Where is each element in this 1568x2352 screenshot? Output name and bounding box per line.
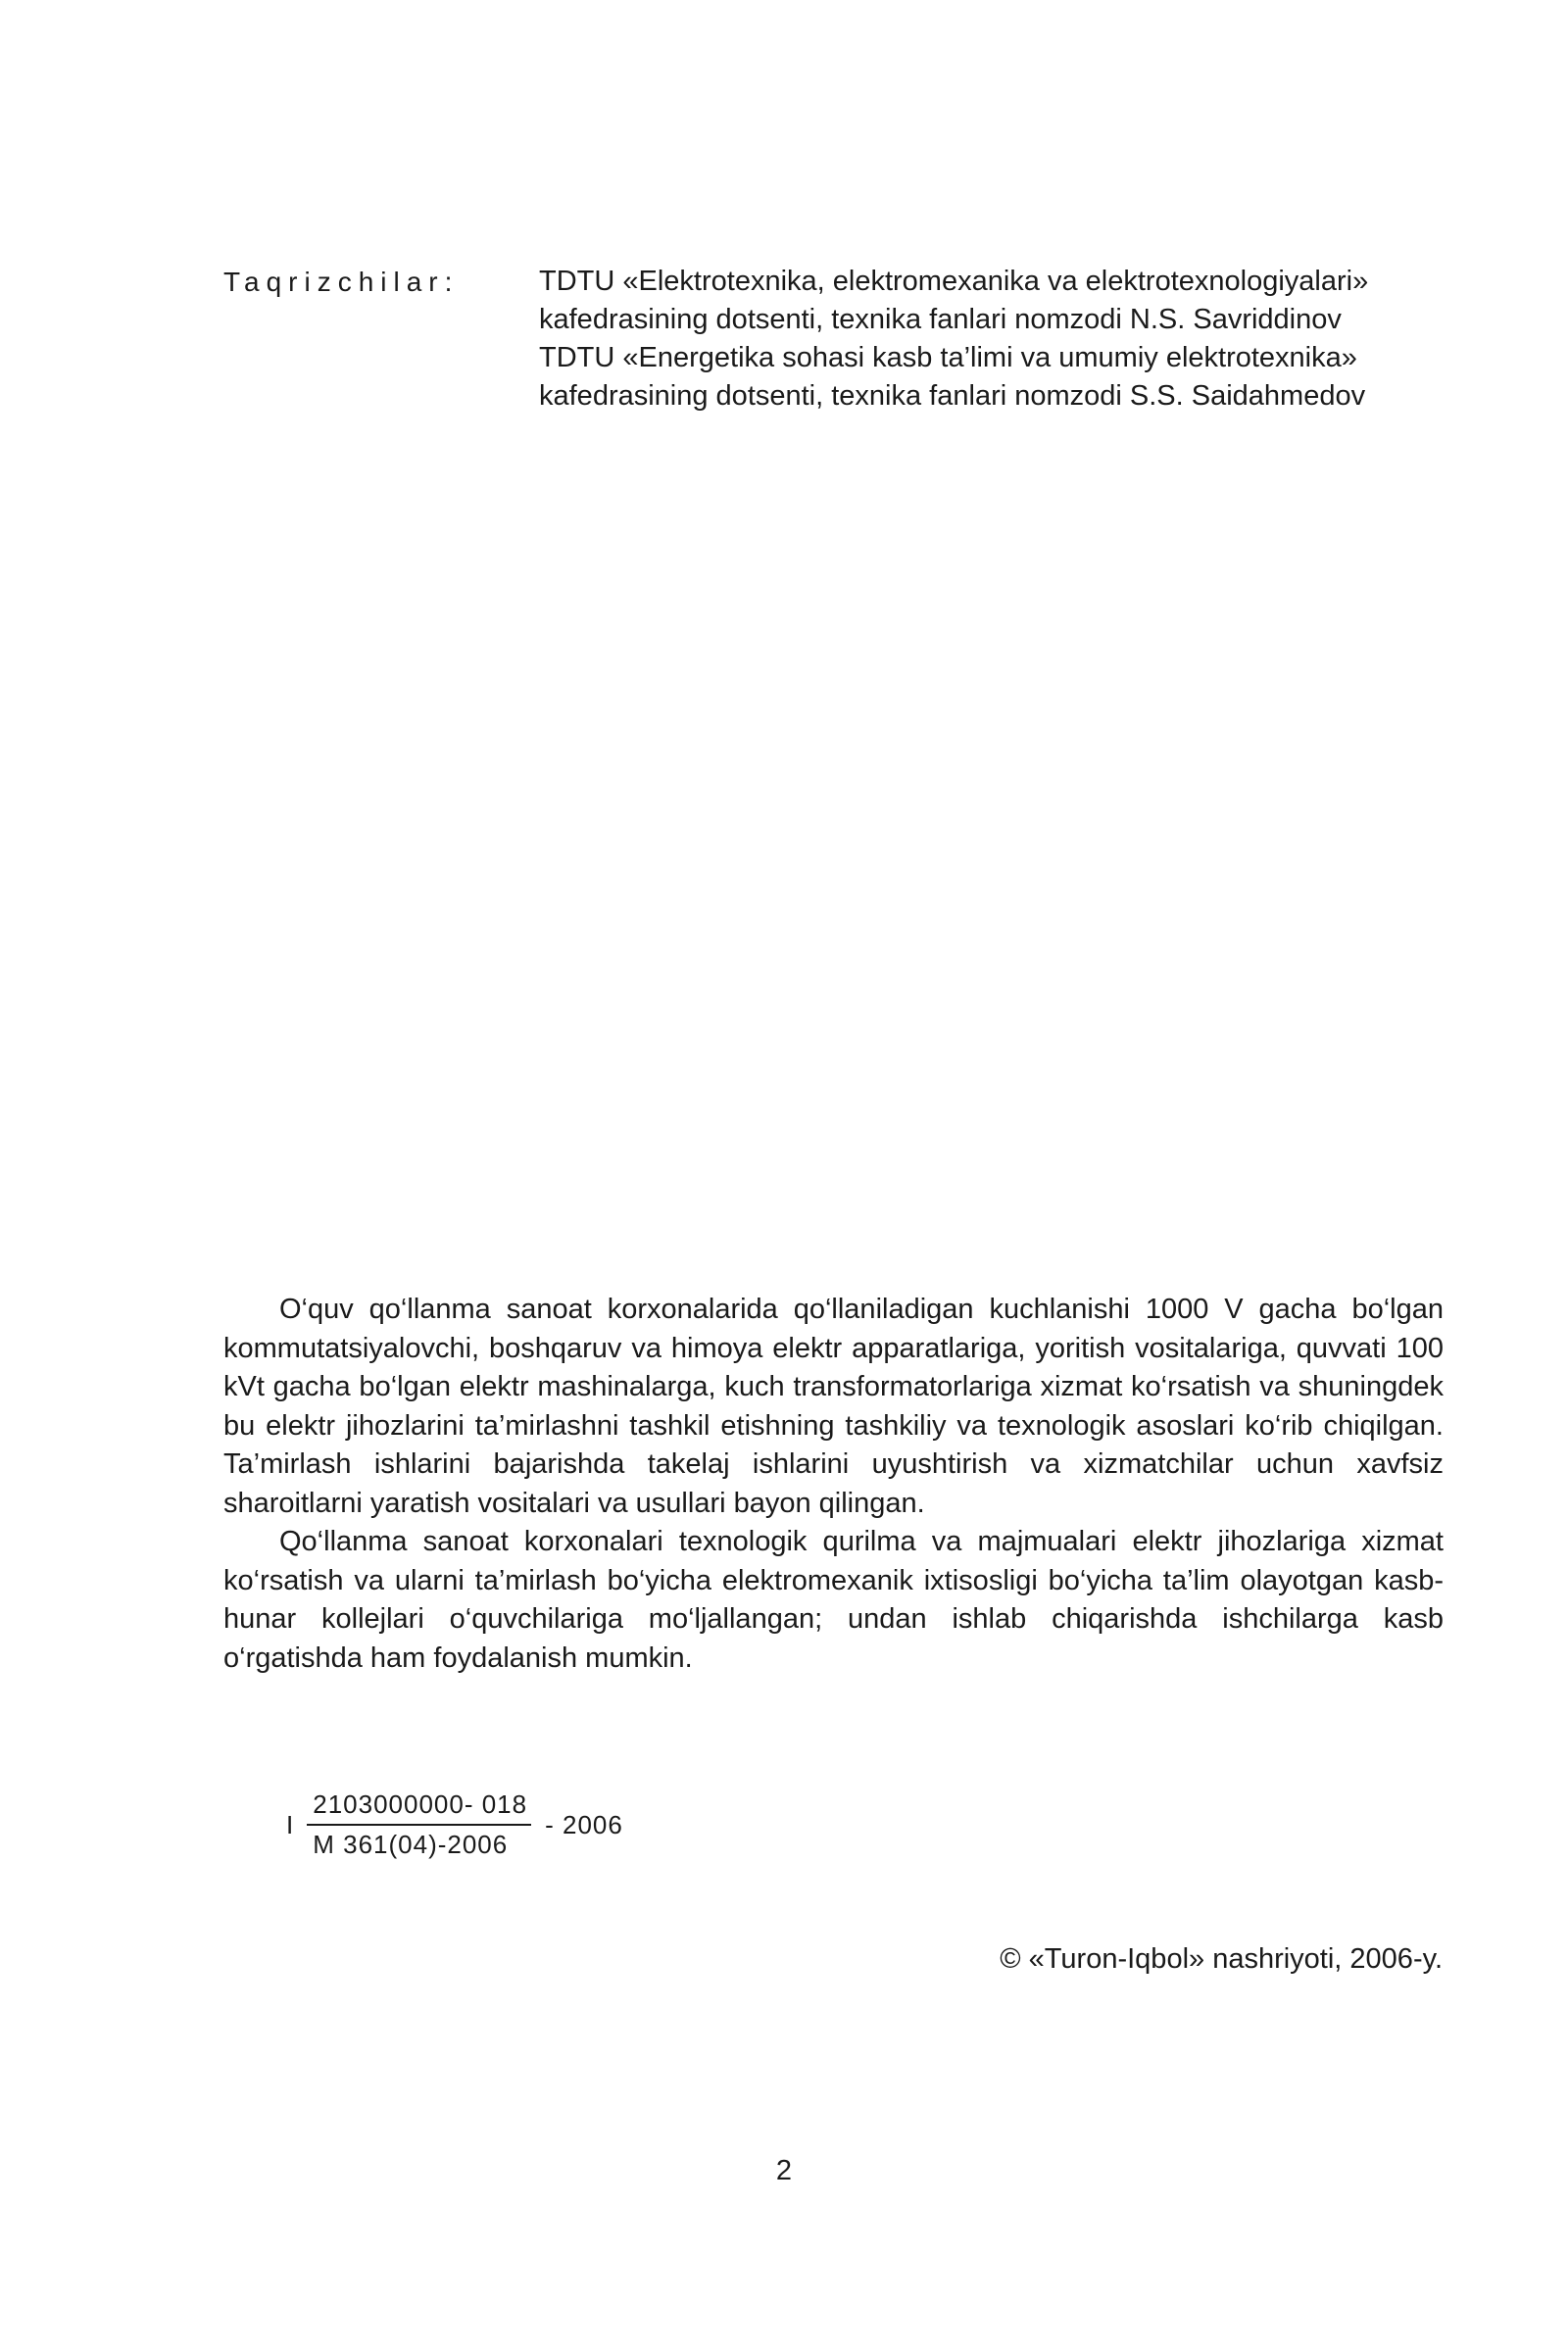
annotation-paragraph: O‘quv qo‘llanma sanoat korxonalarida qo‘llaniladigan kuchlanishi 1000 V gacha bo‘lgan kommutatsiyalovchi, boshqaruv va himoya elektr apparatlariga, yoritish vositalariga, quvvati 100 kVt gacha bo‘lgan elektr mashinalarga, kuch transformatorlariga xizmat ko‘rsatish va shuningdek bu elektr jihozlarini ta’mirlashni tashkil etishning tashkiliy va texnologik asoslari ko‘rib chiqilgan. Ta’mirlash ishlarini bajarishda takelaj ishlarini uyushtirish va xizmatchilar uchun xavfsiz sharoitlarni yaratish vositalari va usullari bayon qilingan.	[223, 1294, 1444, 1519]
index-fraction	[307, 1789, 531, 1860]
reviewers-label: Taqrizchilar:	[223, 267, 460, 297]
reviewers-list	[539, 263, 1448, 416]
copyright-notice: © «Turon-Iqbol» nashriyoti, 2006-y.	[1000, 1943, 1443, 1975]
index-suffix: - 2006	[545, 1809, 623, 1839]
index-denominator: M 361(04)-2006	[313, 1830, 509, 1859]
index-numerator: 2103000000- 018	[307, 1789, 531, 1826]
reviewer-line: kafedrasining dotsenti, texnika fanlari nomzodi N.S. Savriddinov	[539, 304, 1342, 335]
reviewer-line: TDTU «Energetika sohasi kasb ta’limi va umumiy elektrotexnika»	[539, 342, 1357, 373]
reviewers-block	[223, 263, 1448, 416]
page-number: 2	[775, 2155, 793, 2186]
reviewer-line: kafedrasining dotsenti, texnika fanlari nomzodi S.S. Saidahmedov	[539, 380, 1366, 412]
annotation	[223, 1291, 1444, 1678]
annotation-paragraph: Qo‘llanma sanoat korxonalari texnologik qurilma va majmualari elektr jihozlariga xizmat ko‘rsatish va ularni ta’mirlash bo‘yicha elektromexanik ixtisosligi bo‘yicha ta’lim olayotgan kasb-hunar kollejlari o‘quvchilariga mo‘ljallangan; undan ishlab chiqarishda ishchilarga kasb o‘rgatishda ham foydalanish mumkin.	[223, 1526, 1444, 1674]
reviewer-line: TDTU «Elektrotexnika, elektromexanika va elektrotexnologiyalari»	[539, 266, 1369, 297]
index-letter: I	[286, 1809, 294, 1839]
catalog-index-formula	[286, 1786, 623, 1864]
